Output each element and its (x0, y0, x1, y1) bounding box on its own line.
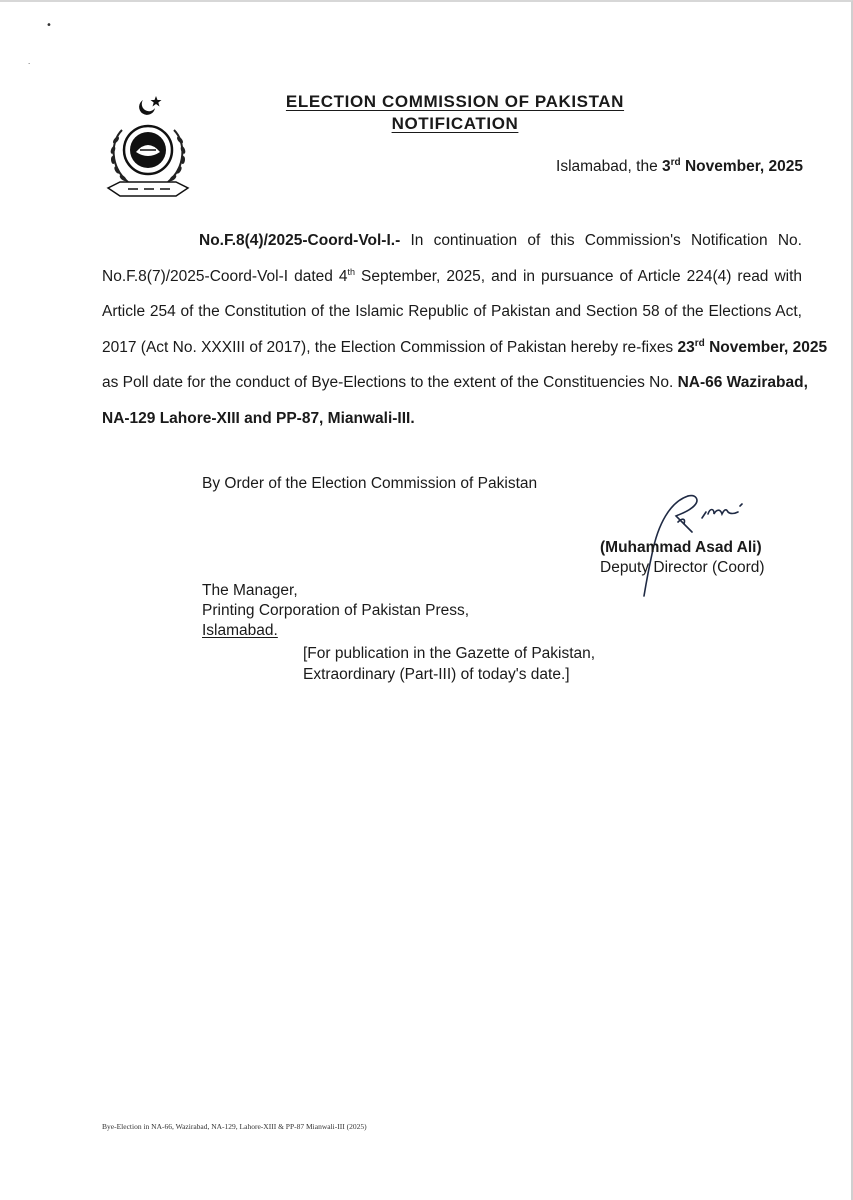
address-line-3: Islamabad. (202, 622, 278, 639)
footer-reference: Bye-Election in NA-66, Wazirabad, NA-129, Lahore-XIII & PP-87 Mianwali-III (2025) (102, 1122, 367, 1131)
body-line-2a: No.F.8(7)/2025-Coord-Vol-I dated 4 (102, 267, 348, 285)
constituencies-na-129-pp-87: NA-129 Lahore-XIII and PP-87, Mianwali-III. (102, 409, 415, 427)
gazette-note-line-2: Extraordinary (Part-III) of today's date.] (303, 666, 570, 683)
body-line-1-text: In continuation of this Commission's Notification No. (410, 232, 802, 249)
date-line (556, 158, 803, 176)
signatory-name: (Muhammad Asad Ali) (600, 539, 762, 556)
date-month-year: November, 2025 (684, 158, 803, 175)
constituency-na-66: NA-66 Wazirabad, (677, 374, 808, 391)
body-line-1 (102, 223, 802, 259)
address-line-1: The Manager, (202, 582, 298, 599)
address-line-2: Printing Corporation of Pakistan Press, (202, 602, 470, 619)
organization-title: ELECTION COMMISSION OF PAKISTAN (285, 92, 625, 111)
gazette-note-line-1: [For publication in the Gazette of Pakistan, (303, 645, 596, 662)
document-type-title: NOTIFICATION (391, 114, 519, 133)
reference-number: No.F.8(4)/2025-Coord-Vol-I.- (199, 232, 401, 249)
date-day-suffix: rd (670, 156, 681, 168)
body-line-4a: 2017 (Act No. XXXIII of 2017), the Election Commission of Pakistan hereby re-fixes (102, 338, 674, 356)
date-prefix: Islamabad, the (556, 158, 658, 175)
letterhead (230, 91, 680, 135)
body-line-2-sup: th (347, 266, 356, 277)
poll-day: 23 (677, 338, 695, 356)
gazette-note (303, 643, 595, 685)
signatory-block (600, 538, 765, 578)
poll-day-suffix: rd (694, 337, 705, 349)
body-line-4 (102, 330, 828, 366)
body-line-5a: as Poll date for the conduct of Bye-Elections to the extent of the Constituencies No. (102, 374, 674, 391)
scan-speck: · (28, 60, 31, 68)
body-line-5 (102, 365, 808, 401)
body-line-2b: September, 2025, and in pursuance of Article 224(4) read with (361, 267, 803, 285)
notification-body (102, 223, 828, 436)
recipient-address (202, 581, 469, 641)
date-day: 3 (662, 158, 671, 175)
signatory-designation: Deputy Director (Coord) (600, 559, 765, 576)
ecp-emblem-logo (100, 92, 196, 210)
scan-speck: • (46, 20, 52, 31)
poll-month-year: November, 2025 (709, 338, 828, 356)
body-line-6 (102, 401, 802, 437)
body-line-2 (102, 259, 802, 295)
order-line: By Order of the Election Commission of Pakistan (202, 475, 538, 492)
body-line-3: Article 254 of the Constitution of the Islamic Republic of Pakistan and Section 58 of the Elections Act, (102, 303, 802, 320)
